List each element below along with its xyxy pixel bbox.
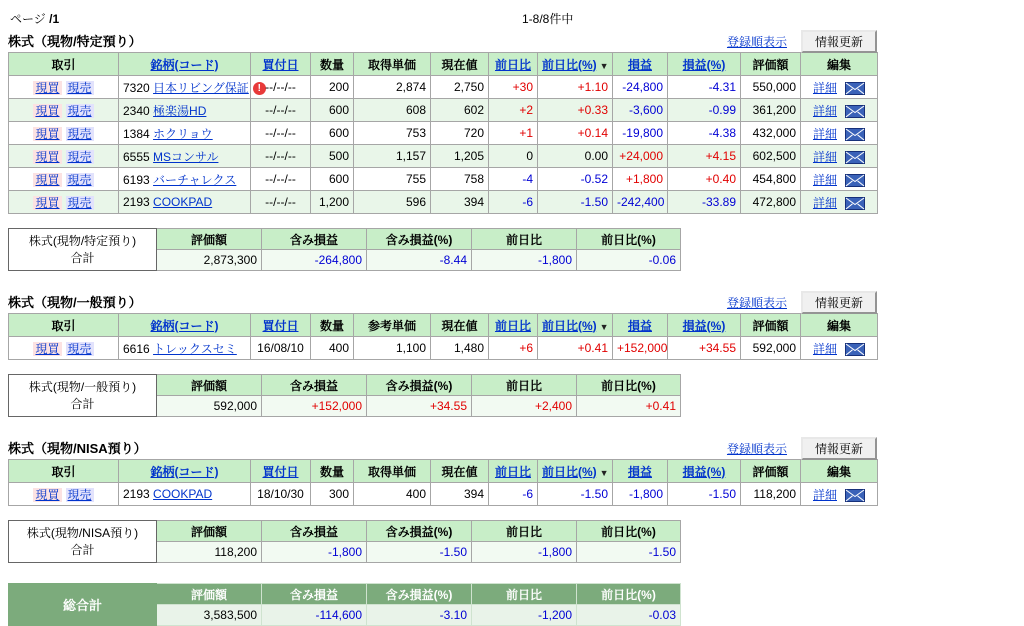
column-header-chgp bbox=[538, 460, 613, 483]
stock-name-link[interactable]: ホクリョウ bbox=[153, 126, 213, 141]
unit-price: 400 bbox=[354, 483, 431, 506]
column-header-chg bbox=[489, 53, 538, 76]
summary-label-line2: 合計 bbox=[70, 250, 95, 265]
buy-link[interactable]: 現買 bbox=[35, 341, 60, 356]
column-header-qty: 数量 bbox=[311, 314, 354, 337]
summary-table-nisa bbox=[8, 520, 681, 563]
summary-value-chg: +2,400 bbox=[472, 396, 577, 417]
summary-header-val: 評価額 bbox=[157, 521, 262, 542]
day-change: +30 bbox=[489, 76, 538, 99]
mail-icon[interactable] bbox=[845, 82, 865, 95]
section-title: 株式（現物/特定預り） bbox=[8, 34, 142, 49]
sort-order-link[interactable]: 登録順表示 bbox=[726, 35, 787, 49]
section-header-nisa bbox=[8, 437, 877, 457]
summary-value-val: 592,000 bbox=[157, 396, 262, 417]
section-title: 株式（現物/NISA預り） bbox=[8, 441, 147, 456]
column-header-trade: 取引 bbox=[9, 460, 119, 483]
day-change-pct: -0.52 bbox=[538, 168, 613, 191]
stock-name-link[interactable]: COOKPAD bbox=[153, 195, 213, 209]
sell-link[interactable]: 現売 bbox=[67, 80, 92, 95]
current-price: 1,480 bbox=[431, 337, 489, 360]
section-header-tokutei bbox=[8, 30, 877, 50]
stock-code: 6193 bbox=[123, 172, 150, 187]
detail-link[interactable]: 詳細 bbox=[812, 80, 837, 95]
detail-link[interactable]: 詳細 bbox=[812, 341, 837, 356]
summary-header-chgp: 前日比(%) bbox=[577, 521, 681, 542]
day-change-pct: -1.50 bbox=[538, 483, 613, 506]
buy-link[interactable]: 現買 bbox=[35, 487, 60, 502]
profit-loss: +152,000 bbox=[613, 337, 668, 360]
grand-total-value-chgp: -0.03 bbox=[577, 605, 681, 626]
table-row bbox=[9, 122, 878, 145]
table-row bbox=[9, 483, 878, 506]
grand-total-header-chg: 前日比 bbox=[472, 584, 577, 605]
detail-link[interactable]: 詳細 bbox=[812, 195, 837, 210]
day-change: -4 bbox=[489, 168, 538, 191]
sort-order-link[interactable]: 登録順表示 bbox=[726, 442, 787, 456]
table-row bbox=[9, 191, 878, 214]
quantity: 600 bbox=[311, 99, 354, 122]
unit-price: 1,157 bbox=[354, 145, 431, 168]
market-value: 602,500 bbox=[741, 145, 801, 168]
profit-loss-pct: -0.99 bbox=[668, 99, 741, 122]
stock-table-nisa bbox=[8, 459, 878, 506]
stock-code: 7320 bbox=[123, 80, 150, 95]
grand-total-value-plp: -3.10 bbox=[367, 605, 472, 626]
day-change: +1 bbox=[489, 122, 538, 145]
stock-table-ippan bbox=[8, 313, 878, 360]
column-header-plp bbox=[668, 53, 741, 76]
column-header-chg-link[interactable]: 前日比 bbox=[494, 57, 531, 72]
current-price: 394 bbox=[431, 191, 489, 214]
profit-loss-pct: +34.55 bbox=[668, 337, 741, 360]
page-number: /1 bbox=[49, 12, 60, 26]
column-header-trade: 取引 bbox=[9, 53, 119, 76]
summary-label-line2: 合計 bbox=[70, 396, 95, 411]
summary-value-val: 118,200 bbox=[157, 542, 262, 563]
header-row bbox=[9, 314, 878, 337]
day-change: 0 bbox=[489, 145, 538, 168]
column-header-chgp bbox=[538, 314, 613, 337]
buy-date: --/--/-- bbox=[251, 168, 311, 191]
profit-loss-pct: +4.15 bbox=[668, 145, 741, 168]
stock-code: 2193 bbox=[123, 487, 150, 501]
market-value: 361,200 bbox=[741, 99, 801, 122]
column-header-edit: 編集 bbox=[801, 314, 878, 337]
buy-link[interactable]: 現買 bbox=[35, 103, 60, 118]
column-header-name bbox=[119, 460, 251, 483]
summary-value-val: 2,873,300 bbox=[157, 250, 262, 271]
header-row bbox=[9, 53, 878, 76]
market-value: 118,200 bbox=[741, 483, 801, 506]
summary-value-plp: +34.55 bbox=[367, 396, 472, 417]
summary-value-pl: -1,800 bbox=[262, 542, 367, 563]
grand-total-table bbox=[8, 583, 681, 626]
summary-value-plp: -1.50 bbox=[367, 542, 472, 563]
column-header-date bbox=[251, 314, 311, 337]
summary-header-pl: 含み損益 bbox=[262, 375, 367, 396]
column-header-name bbox=[119, 314, 251, 337]
column-header-name-link[interactable]: 銘柄(コード) bbox=[150, 318, 219, 333]
buy-date: --/--/-- bbox=[251, 99, 311, 122]
column-header-plp-link[interactable]: 損益(%) bbox=[682, 318, 726, 333]
current-price: 720 bbox=[431, 122, 489, 145]
quantity: 1,200 bbox=[311, 191, 354, 214]
stock-code: 1384 bbox=[123, 126, 150, 141]
stock-table-tokutei bbox=[8, 52, 878, 214]
column-header-date bbox=[251, 53, 311, 76]
market-value: 550,000 bbox=[741, 76, 801, 99]
profit-loss-pct: -33.89 bbox=[668, 191, 741, 214]
column-header-unit: 参考単価 bbox=[354, 314, 431, 337]
column-header-pl-link[interactable]: 損益 bbox=[627, 57, 652, 72]
quantity: 400 bbox=[311, 337, 354, 360]
day-change-pct: +0.33 bbox=[538, 99, 613, 122]
stock-name-link[interactable]: 日本リビング保証 bbox=[153, 80, 249, 95]
column-header-unit: 取得単価 bbox=[354, 460, 431, 483]
sort-order-link[interactable]: 登録順表示 bbox=[726, 296, 787, 310]
market-value: 454,800 bbox=[741, 168, 801, 191]
summary-header-chg: 前日比 bbox=[472, 521, 577, 542]
current-price: 394 bbox=[431, 483, 489, 506]
profit-loss: +1,800 bbox=[613, 168, 668, 191]
sell-link[interactable]: 現売 bbox=[67, 126, 92, 141]
table-row bbox=[9, 145, 878, 168]
summary-header-plp: 含み損益(%) bbox=[367, 521, 472, 542]
profit-loss: +24,000 bbox=[613, 145, 668, 168]
column-header-pl-link[interactable]: 損益 bbox=[627, 318, 652, 333]
profit-loss: -24,800 bbox=[613, 76, 668, 99]
summary-label bbox=[9, 521, 157, 563]
page-row bbox=[8, 8, 1016, 26]
column-header-price: 現在値 bbox=[431, 53, 489, 76]
column-header-pl bbox=[613, 460, 668, 483]
profit-loss: -3,600 bbox=[613, 99, 668, 122]
buy-link[interactable]: 現買 bbox=[35, 172, 60, 187]
grand-total-value-val: 3,583,500 bbox=[157, 605, 262, 626]
summary-value-chgp: +0.41 bbox=[577, 396, 681, 417]
summary-value-pl: +152,000 bbox=[262, 396, 367, 417]
market-value: 592,000 bbox=[741, 337, 801, 360]
section-header-ippan bbox=[8, 291, 877, 311]
quantity: 600 bbox=[311, 168, 354, 191]
sell-link[interactable]: 現売 bbox=[67, 172, 92, 187]
summary-value-chgp: -1.50 bbox=[577, 542, 681, 563]
column-header-pl-link[interactable]: 損益 bbox=[627, 464, 652, 479]
summary-value-pl: -264,800 bbox=[262, 250, 367, 271]
summary-label-line1: 株式(現物/特定預り) bbox=[28, 234, 137, 249]
profit-loss-pct: +0.40 bbox=[668, 168, 741, 191]
summary-header-plp: 含み損益(%) bbox=[367, 375, 472, 396]
mail-icon[interactable] bbox=[845, 174, 865, 187]
current-price: 758 bbox=[431, 168, 489, 191]
summary-header-val: 評価額 bbox=[157, 229, 262, 250]
sort-desc-icon: ▼ bbox=[599, 321, 609, 332]
refresh-button[interactable]: 情報更新 bbox=[801, 291, 877, 314]
column-header-chgp bbox=[538, 53, 613, 76]
column-header-chg-link[interactable]: 前日比 bbox=[494, 464, 531, 479]
mail-icon[interactable] bbox=[845, 489, 865, 502]
summary-label bbox=[9, 375, 157, 417]
summary-value-chg: -1,800 bbox=[472, 250, 577, 271]
mail-icon[interactable] bbox=[845, 151, 865, 164]
buy-date: --/--/-- bbox=[251, 145, 311, 168]
day-change: -6 bbox=[489, 191, 538, 214]
profit-loss: -19,800 bbox=[613, 122, 668, 145]
column-header-val: 評価額 bbox=[741, 460, 801, 483]
grand-total-value-chg: -1,200 bbox=[472, 605, 577, 626]
column-header-date-link[interactable]: 買付日 bbox=[262, 318, 299, 333]
detail-link[interactable]: 詳細 bbox=[812, 149, 837, 164]
sell-link[interactable]: 現売 bbox=[67, 195, 92, 210]
unit-price: 753 bbox=[354, 122, 431, 145]
buy-date: 18/10/30 bbox=[251, 483, 311, 506]
day-change: +6 bbox=[489, 337, 538, 360]
sell-link[interactable]: 現売 bbox=[67, 487, 92, 502]
detail-link[interactable]: 詳細 bbox=[812, 126, 837, 141]
sell-link[interactable]: 現売 bbox=[67, 149, 92, 164]
column-header-name bbox=[119, 53, 251, 76]
refresh-button[interactable]: 情報更新 bbox=[801, 437, 877, 460]
market-value: 432,000 bbox=[741, 122, 801, 145]
mail-icon[interactable] bbox=[845, 197, 865, 210]
stock-code: 6616 bbox=[123, 341, 150, 356]
column-header-chgp-link[interactable]: 前日比(%) bbox=[542, 318, 597, 333]
summary-header-chgp: 前日比(%) bbox=[577, 375, 681, 396]
profit-loss: -1,800 bbox=[613, 483, 668, 506]
stock-name-link[interactable]: バーチャレクス bbox=[153, 172, 237, 187]
profit-loss-pct: -4.31 bbox=[668, 76, 741, 99]
column-header-price: 現在値 bbox=[431, 314, 489, 337]
summary-header-pl: 含み損益 bbox=[262, 229, 367, 250]
column-header-val: 評価額 bbox=[741, 53, 801, 76]
column-header-unit: 取得単価 bbox=[354, 53, 431, 76]
column-header-edit: 編集 bbox=[801, 460, 878, 483]
column-header-pl bbox=[613, 53, 668, 76]
summary-header-pl: 含み損益 bbox=[262, 521, 367, 542]
summary-value-chgp: -0.06 bbox=[577, 250, 681, 271]
buy-date: --/--/-- bbox=[251, 122, 311, 145]
summary-label bbox=[9, 229, 157, 271]
alert-icon: ! bbox=[253, 82, 266, 95]
stock-name-link[interactable]: COOKPAD bbox=[153, 487, 213, 501]
quantity: 200 bbox=[311, 76, 354, 99]
summary-value-chg: -1,800 bbox=[472, 542, 577, 563]
table-row bbox=[9, 168, 878, 191]
summary-table-tokutei bbox=[8, 228, 681, 271]
stock-name-link[interactable]: トレックスセミ bbox=[153, 341, 237, 356]
column-header-date bbox=[251, 460, 311, 483]
column-header-name-link[interactable]: 銘柄(コード) bbox=[150, 57, 219, 72]
item-count: 1-8/8件中 bbox=[522, 12, 574, 26]
detail-link[interactable]: 詳細 bbox=[812, 487, 837, 502]
column-header-price: 現在値 bbox=[431, 460, 489, 483]
stock-name-link[interactable]: 極楽湯HD bbox=[153, 103, 207, 118]
grand-total-value-pl: -114,600 bbox=[262, 605, 367, 626]
sell-link[interactable]: 現売 bbox=[67, 103, 92, 118]
column-header-val: 評価額 bbox=[741, 314, 801, 337]
mail-icon[interactable] bbox=[845, 128, 865, 141]
table-row bbox=[9, 76, 878, 99]
buy-link[interactable]: 現買 bbox=[35, 149, 60, 164]
summary-header-chg: 前日比 bbox=[472, 375, 577, 396]
column-header-date-link[interactable]: 買付日 bbox=[262, 57, 299, 72]
summary-header-plp: 含み損益(%) bbox=[367, 229, 472, 250]
column-header-edit: 編集 bbox=[801, 53, 878, 76]
day-change-pct: 0.00 bbox=[538, 145, 613, 168]
unit-price: 755 bbox=[354, 168, 431, 191]
current-price: 602 bbox=[431, 99, 489, 122]
buy-link[interactable]: 現買 bbox=[35, 80, 60, 95]
day-change: +2 bbox=[489, 99, 538, 122]
current-price: 1,205 bbox=[431, 145, 489, 168]
column-header-date-link[interactable]: 買付日 bbox=[262, 464, 299, 479]
header-row bbox=[9, 460, 878, 483]
current-price: 2,750 bbox=[431, 76, 489, 99]
sell-link[interactable]: 現売 bbox=[67, 341, 92, 356]
grand-total-header-val: 評価額 bbox=[157, 584, 262, 605]
page-indicator bbox=[10, 10, 59, 27]
quantity: 300 bbox=[311, 483, 354, 506]
stock-name-link[interactable]: MSコンサル bbox=[153, 149, 219, 164]
detail-link[interactable]: 詳細 bbox=[812, 172, 837, 187]
summary-label-line2: 合計 bbox=[70, 542, 95, 557]
column-header-qty: 数量 bbox=[311, 53, 354, 76]
column-header-chg bbox=[489, 460, 538, 483]
profit-loss-pct: -4.38 bbox=[668, 122, 741, 145]
buy-date: 16/08/10 bbox=[251, 337, 311, 360]
summary-table-ippan bbox=[8, 374, 681, 417]
unit-price: 596 bbox=[354, 191, 431, 214]
profit-loss-pct: -1.50 bbox=[668, 483, 741, 506]
table-row bbox=[9, 337, 878, 360]
refresh-button[interactable]: 情報更新 bbox=[801, 30, 877, 53]
stock-code: 6555 bbox=[123, 149, 150, 164]
section-title: 株式（現物/一般預り） bbox=[8, 295, 142, 310]
unit-price: 608 bbox=[354, 99, 431, 122]
unit-price: 1,100 bbox=[354, 337, 431, 360]
column-header-chg-link[interactable]: 前日比 bbox=[494, 318, 531, 333]
day-change-pct: +0.41 bbox=[538, 337, 613, 360]
quantity: 500 bbox=[311, 145, 354, 168]
day-change: -6 bbox=[489, 483, 538, 506]
detail-link[interactable]: 詳細 bbox=[812, 103, 837, 118]
summary-header-chgp: 前日比(%) bbox=[577, 229, 681, 250]
summary-header-val: 評価額 bbox=[157, 375, 262, 396]
buy-link[interactable]: 現買 bbox=[35, 126, 60, 141]
sort-desc-icon: ▼ bbox=[599, 60, 609, 71]
day-change-pct: -1.50 bbox=[538, 191, 613, 214]
buy-date: --/--/-- bbox=[251, 191, 311, 214]
column-header-trade: 取引 bbox=[9, 314, 119, 337]
summary-label-line1: 株式(現物/一般預り) bbox=[28, 380, 137, 395]
grand-total-header-pl: 含み損益 bbox=[262, 584, 367, 605]
buy-date: --/--/-- bbox=[251, 76, 311, 99]
column-header-chgp-link[interactable]: 前日比(%) bbox=[542, 464, 597, 479]
quantity: 600 bbox=[311, 122, 354, 145]
column-header-pl bbox=[613, 314, 668, 337]
column-header-chgp-link[interactable]: 前日比(%) bbox=[542, 57, 597, 72]
day-change-pct: +0.14 bbox=[538, 122, 613, 145]
stock-code: 2340 bbox=[123, 103, 150, 118]
page-label: ページ bbox=[10, 12, 46, 26]
grand-total-header-chgp: 前日比(%) bbox=[577, 584, 681, 605]
summary-label-line1: 株式(現物/NISA預り) bbox=[26, 526, 139, 541]
buy-link[interactable]: 現買 bbox=[35, 195, 60, 210]
column-header-plp-link[interactable]: 損益(%) bbox=[682, 464, 726, 479]
table-row bbox=[9, 99, 878, 122]
column-header-plp-link[interactable]: 損益(%) bbox=[682, 57, 726, 72]
column-header-plp bbox=[668, 460, 741, 483]
day-change-pct: +1.10 bbox=[538, 76, 613, 99]
column-header-chg bbox=[489, 314, 538, 337]
column-header-qty: 数量 bbox=[311, 460, 354, 483]
summary-value-plp: -8.44 bbox=[367, 250, 472, 271]
sort-desc-icon: ▼ bbox=[599, 467, 609, 478]
summary-header-chg: 前日比 bbox=[472, 229, 577, 250]
market-value: 472,800 bbox=[741, 191, 801, 214]
grand-total-label: 総合計 bbox=[9, 584, 157, 626]
unit-price: 2,874 bbox=[354, 76, 431, 99]
mail-icon[interactable] bbox=[845, 105, 865, 118]
mail-icon[interactable] bbox=[845, 343, 865, 356]
column-header-name-link[interactable]: 銘柄(コード) bbox=[150, 464, 219, 479]
profit-loss: -242,400 bbox=[613, 191, 668, 214]
grand-total-header-plp: 含み損益(%) bbox=[367, 584, 472, 605]
column-header-plp bbox=[668, 314, 741, 337]
stock-code: 2193 bbox=[123, 195, 150, 209]
